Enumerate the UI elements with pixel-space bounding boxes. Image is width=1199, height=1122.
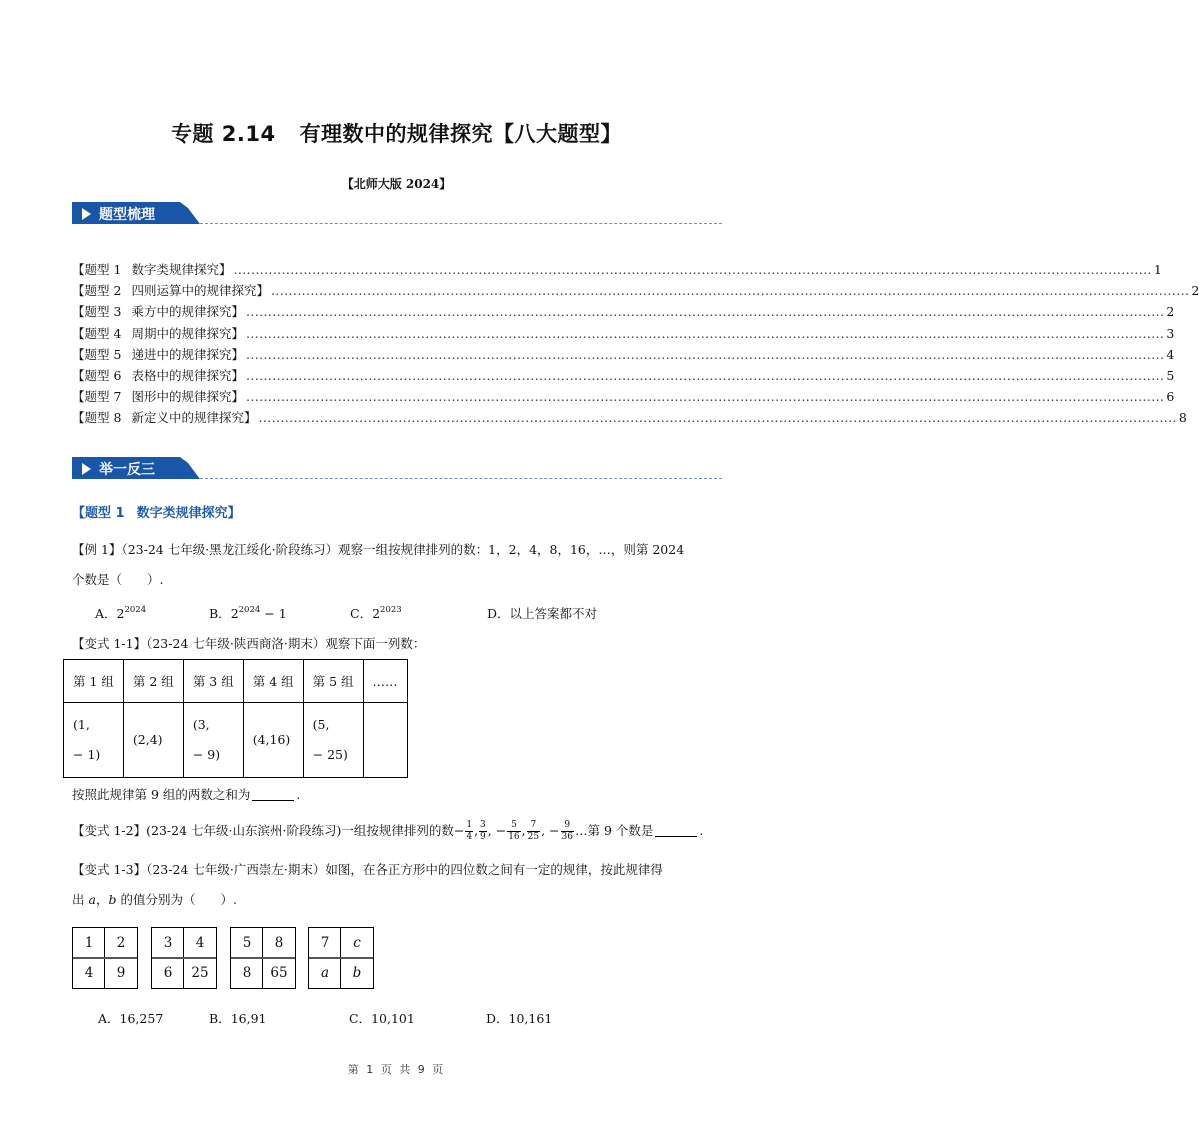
toc-item[interactable] <box>72 386 1175 407</box>
variant-1-1-question: 按照此规律第 9 组的两数之和为 . <box>72 787 301 802</box>
variant-1-1 <box>72 634 724 654</box>
toc-item[interactable] <box>72 407 1187 428</box>
toc-leader-dots: .................................................................................................................................................................................................................. <box>245 367 1165 383</box>
table-cell: (3, − 9) <box>183 703 243 778</box>
table-cell <box>363 703 407 778</box>
toc-item-name: 新定义中的规律探究】 <box>131 410 257 426</box>
number-square: 1 2 4 9 <box>72 927 138 989</box>
option-c[interactable]: C．$2^{2023}$ <box>350 605 402 621</box>
banner-title: 题型梳理 <box>99 207 155 223</box>
number-square: 5 8 8 65 <box>230 927 296 989</box>
table-header-cell: …… <box>363 660 407 703</box>
toc-item[interactable] <box>72 259 1162 280</box>
toc-item-page: 2 <box>1166 304 1175 320</box>
toc-item-number: 【题型 3 <box>72 304 122 320</box>
toc-item-name: 表格中的规律探究】 <box>131 367 244 383</box>
variant-1-3: 【变式 1-3】（23-24 七年级·广西崇左·期末）如图，在各正方形中的四位数之间有一定的规律，按此规律得 出 a，b 的值分别为（ ）. <box>72 862 663 907</box>
edition-label: 【北师大版 2024】 <box>341 177 452 191</box>
table-cell: (5, − 25) <box>303 703 363 778</box>
toc-leader-dots: .................................................................................................................................................................................................................. <box>245 346 1165 362</box>
toc-leader-dots: .................................................................................................................................................................................................................. <box>245 389 1165 405</box>
option-d[interactable]: D．10,161 <box>486 1011 553 1026</box>
option-b[interactable]: B．16,91 <box>209 1011 267 1026</box>
answer-blank[interactable] <box>655 822 697 837</box>
toc-item-number: 【题型 1 <box>72 262 122 277</box>
variant-text: 一组按规律排列的数 <box>341 823 454 838</box>
variant-label: 【变式 1-3】 <box>72 862 147 877</box>
title-main: 有理数中的规律探究【八大题型】 <box>299 122 623 146</box>
variant-1-2: 【变式 1-2】(23-24 七年级·山东滨州·阶段练习)一组按规律排列的数− $\frac{1}{4}$ , $\frac{3}{9}$ , − $\frac{5}{16}$ , $\frac{7}{25}$ , − $\frac{9}{36}$ …第 9 个数是 . <box>72 820 704 842</box>
title-prefix: 专题 2.14 <box>170 122 276 146</box>
table-cell: (4,16) <box>243 703 303 778</box>
toc-item-page: 8 <box>1178 410 1187 426</box>
number-square: 7 c a b <box>308 927 374 989</box>
toc-item-number: 【题型 6 <box>72 367 122 383</box>
toc-item[interactable] <box>72 280 1199 301</box>
section-name: 数字类规律探究】 <box>136 506 241 521</box>
section-banner-toc <box>72 202 722 226</box>
fraction: $\frac{7}{25}$ <box>527 820 540 842</box>
variant-text: 如图，在各正方形中的四位数之间有一定的规律，按此规律得 <box>325 862 663 877</box>
variant-source: （23-24 七年级·陕西商洛·期末） <box>146 636 326 651</box>
play-triangle-icon <box>82 463 91 475</box>
variant-label: 【变式 1-2】 <box>72 823 147 838</box>
page-footer: 第 1 页 共 9 页 <box>347 1063 446 1076</box>
variant-source: （23-24 七年级·广西崇左·期末） <box>146 862 326 877</box>
toc-leader-dots: .................................................................................................................................................................................................................. <box>245 304 1165 320</box>
variant-text: 观察下面一列数： <box>325 636 426 651</box>
toc-item-name: 图形中的规律探究】 <box>131 389 244 405</box>
toc-item[interactable] <box>72 344 1175 365</box>
example-source: （23-24 七年级·黑龙江绥化·阶段练习） <box>121 542 339 557</box>
toc-item-page: 6 <box>1166 389 1175 405</box>
section-banner-examples <box>72 457 722 481</box>
toc-item[interactable] <box>72 323 1175 344</box>
toc-item[interactable] <box>72 301 1175 322</box>
toc-item-page: 1 <box>1153 262 1162 277</box>
page-title <box>0 118 793 148</box>
toc-item-name: 周期中的规律探究】 <box>131 325 244 341</box>
fraction: $\frac{5}{16}$ <box>508 820 520 842</box>
section-number: 【题型 1 <box>72 506 125 521</box>
dashed-divider <box>200 478 722 479</box>
dashed-divider <box>200 223 722 224</box>
table-of-contents <box>72 259 1199 429</box>
toc-item-page: 5 <box>1166 367 1175 383</box>
option-d[interactable]: D．以上答案都不对 <box>487 606 598 621</box>
example-label: 【例 1】 <box>72 542 122 557</box>
table-cell: (1, − 1) <box>64 703 124 778</box>
variant-label: 【变式 1-1】 <box>72 636 147 651</box>
banner-title: 举一反三 <box>99 462 155 478</box>
section-heading <box>72 502 241 521</box>
example-1 <box>72 539 724 591</box>
toc-item-number: 【题型 8 <box>72 410 122 426</box>
table-header-cell: 第 2 组 <box>123 660 183 703</box>
toc-item[interactable] <box>72 365 1175 386</box>
option-c[interactable]: C．10,101 <box>349 1011 415 1026</box>
fraction: $\frac{1}{4}$ <box>466 820 473 842</box>
fraction: $\frac{9}{36}$ <box>561 820 573 842</box>
toc-leader-dots: .................................................................................................................................................................................................................. <box>270 283 1190 299</box>
toc-item-page: 2 <box>1191 283 1199 299</box>
toc-item-number: 【题型 2 <box>72 283 122 299</box>
variant-source: (23-24 七年级·山东滨州·阶段练习) <box>146 823 342 838</box>
table-header-cell: 第 5 组 <box>303 660 363 703</box>
table-header-cell: 第 4 组 <box>243 660 303 703</box>
toc-item-number: 【题型 4 <box>72 325 122 341</box>
toc-item-number: 【题型 7 <box>72 389 122 405</box>
toc-leader-dots: .................................................................................................................................................................................................................. <box>245 325 1165 341</box>
toc-item-page: 3 <box>1166 325 1175 341</box>
groups-table <box>63 659 408 778</box>
example-text: 观察一组按规律排列的数：1，2，4，8，16，…，则第 2024 <box>338 542 685 557</box>
example-text-cont: 个数是（ ）. <box>72 572 164 587</box>
toc-leader-dots: .................................................................................................................................................................................................................. <box>258 410 1177 426</box>
play-triangle-icon <box>82 208 91 220</box>
toc-item-name: 递进中的规律探究】 <box>131 346 244 362</box>
toc-item-name: 四则运算中的规律探究】 <box>131 283 269 299</box>
answer-blank[interactable] <box>252 786 294 801</box>
toc-leader-dots: .................................................................................................................................................................................................................. <box>233 262 1152 277</box>
table-header-cell: 第 1 组 <box>64 660 124 703</box>
toc-item-name: 乘方中的规律探究】 <box>131 304 244 320</box>
option-a[interactable]: A．16,257 <box>98 1011 164 1026</box>
option-a[interactable]: A．$2^{2024}$ <box>95 605 147 621</box>
option-b[interactable]: B．$2^{2024} - 1$ <box>209 605 287 621</box>
toc-item-number: 【题型 5 <box>72 346 122 362</box>
fraction: $\frac{3}{9}$ <box>480 820 486 842</box>
number-square: 3 4 6 25 <box>151 927 217 989</box>
toc-item-name: 数字类规律探究】 <box>131 262 232 277</box>
table-header-cell: 第 3 组 <box>183 660 243 703</box>
toc-item-page: 4 <box>1166 346 1175 362</box>
table-cell: (2,4) <box>123 703 183 778</box>
